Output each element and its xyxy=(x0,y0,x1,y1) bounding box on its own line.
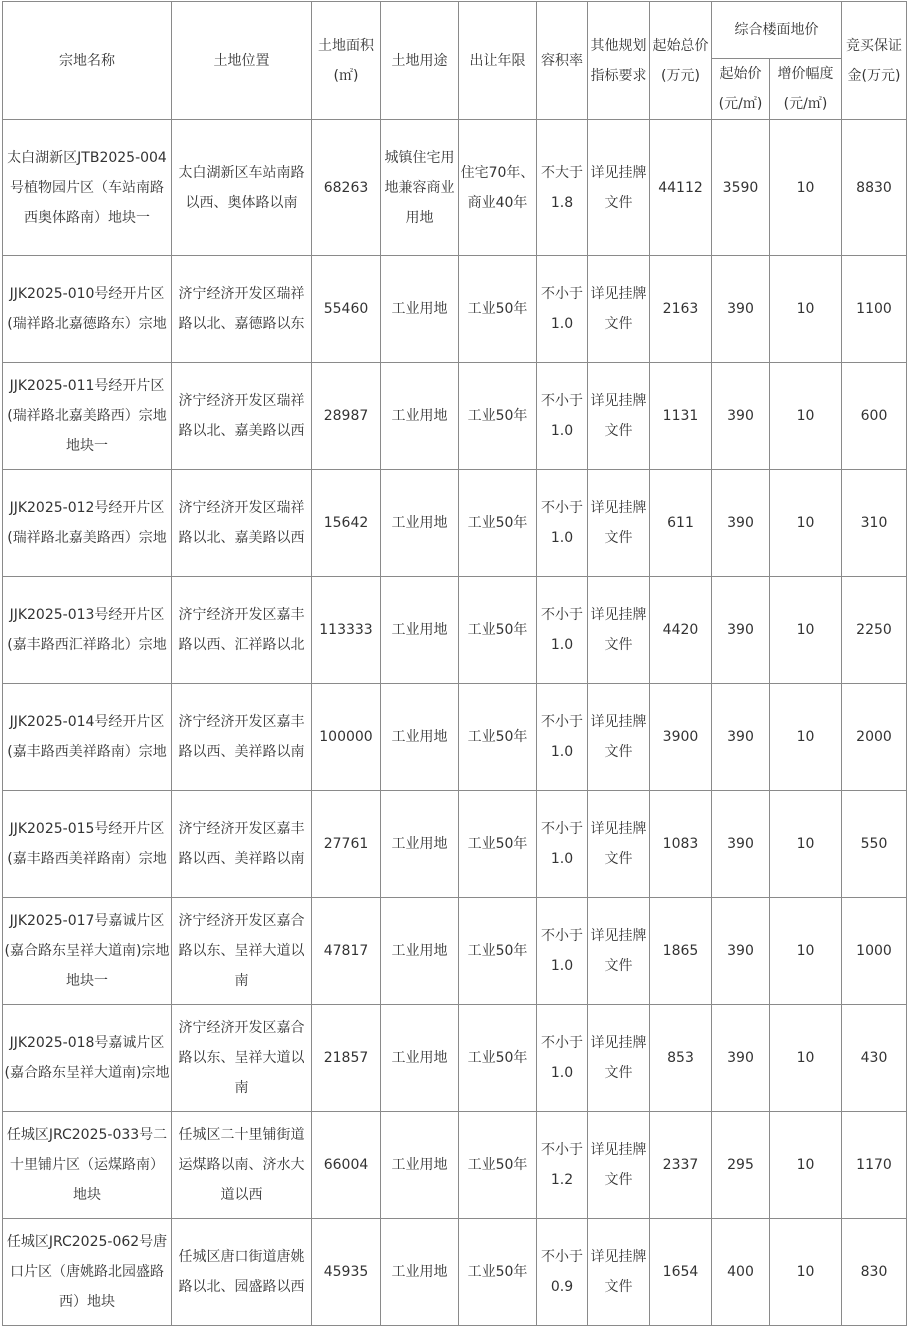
cell-term: 工业50年 xyxy=(459,470,537,577)
cell-term: 工业50年 xyxy=(459,1219,537,1326)
table-row xyxy=(3,120,907,256)
cell-start-price: 390 xyxy=(712,577,770,684)
cell-other: 详见挂牌文件 xyxy=(588,120,650,256)
cell-start-price: 295 xyxy=(712,1112,770,1219)
cell-deposit: 830 xyxy=(842,1219,907,1326)
cell-area: 28987 xyxy=(312,363,381,470)
cell-other: 详见挂牌文件 xyxy=(588,1219,650,1326)
cell-location: 济宁经济开发区瑞祥路以北、嘉美路以西 xyxy=(172,470,312,577)
table-body xyxy=(3,120,907,1326)
header-location: 土地位置 xyxy=(172,2,312,120)
cell-deposit: 550 xyxy=(842,791,907,898)
cell-deposit: 430 xyxy=(842,1005,907,1112)
cell-increment: 10 xyxy=(770,1219,842,1326)
cell-term: 工业50年 xyxy=(459,256,537,363)
cell-location: 济宁经济开发区瑞祥路以北、嘉美路以西 xyxy=(172,363,312,470)
table-row xyxy=(3,363,907,470)
table-row xyxy=(3,1112,907,1219)
cell-area: 66004 xyxy=(312,1112,381,1219)
header-term: 出让年限 xyxy=(459,2,537,120)
cell-start-price: 390 xyxy=(712,470,770,577)
cell-other: 详见挂牌文件 xyxy=(588,791,650,898)
table-row xyxy=(3,1219,907,1326)
cell-location: 济宁经济开发区嘉合路以东、呈祥大道以南 xyxy=(172,1005,312,1112)
cell-use: 工业用地 xyxy=(381,898,459,1005)
cell-use: 工业用地 xyxy=(381,1219,459,1326)
cell-increment: 10 xyxy=(770,684,842,791)
table-row xyxy=(3,577,907,684)
cell-far: 不小于1.2 xyxy=(537,1112,588,1219)
cell-name: JJK2025-014号经开片区(嘉丰路西美祥路南）宗地 xyxy=(3,684,172,791)
cell-start-total: 2337 xyxy=(650,1112,712,1219)
cell-far: 不小于1.0 xyxy=(537,684,588,791)
cell-term: 工业50年 xyxy=(459,684,537,791)
header-start-price: 起始价(元/㎡) xyxy=(712,59,770,120)
cell-far: 不小于1.0 xyxy=(537,470,588,577)
cell-increment: 10 xyxy=(770,120,842,256)
cell-location: 济宁经济开发区瑞祥路以北、嘉德路以东 xyxy=(172,256,312,363)
cell-name: 太白湖新区JTB2025-004号植物园片区（车站南路西奥体路南）地块一 xyxy=(3,120,172,256)
cell-name: JJK2025-011号经开片区(瑞祥路北嘉美路西）宗地地块一 xyxy=(3,363,172,470)
cell-increment: 10 xyxy=(770,1112,842,1219)
cell-location: 任城区二十里铺街道运煤路以南、济水大道以西 xyxy=(172,1112,312,1219)
header-other: 其他规划指标要求 xyxy=(588,2,650,120)
cell-use: 工业用地 xyxy=(381,577,459,684)
table-row xyxy=(3,684,907,791)
cell-location: 济宁经济开发区嘉丰路以西、汇祥路以北 xyxy=(172,577,312,684)
cell-term: 工业50年 xyxy=(459,363,537,470)
cell-deposit: 600 xyxy=(842,363,907,470)
cell-deposit: 1170 xyxy=(842,1112,907,1219)
cell-location: 济宁经济开发区嘉丰路以西、美祥路以南 xyxy=(172,684,312,791)
cell-area: 15642 xyxy=(312,470,381,577)
cell-name: JJK2025-010号经开片区(瑞祥路北嘉德路东）宗地 xyxy=(3,256,172,363)
cell-term: 工业50年 xyxy=(459,1005,537,1112)
cell-start-total: 2163 xyxy=(650,256,712,363)
header-deposit: 竞买保证金(万元) xyxy=(842,2,907,120)
cell-area: 100000 xyxy=(312,684,381,791)
cell-far: 不小于1.0 xyxy=(537,577,588,684)
cell-location: 太白湖新区车站南路以西、奥体路以南 xyxy=(172,120,312,256)
cell-other: 详见挂牌文件 xyxy=(588,898,650,1005)
cell-area: 55460 xyxy=(312,256,381,363)
cell-far: 不小于0.9 xyxy=(537,1219,588,1326)
cell-start-total: 1131 xyxy=(650,363,712,470)
cell-far: 不小于1.0 xyxy=(537,256,588,363)
cell-use: 工业用地 xyxy=(381,1005,459,1112)
cell-increment: 10 xyxy=(770,577,842,684)
header-row-top xyxy=(3,2,907,59)
cell-deposit: 2250 xyxy=(842,577,907,684)
cell-deposit: 310 xyxy=(842,470,907,577)
cell-deposit: 2000 xyxy=(842,684,907,791)
cell-term: 工业50年 xyxy=(459,1112,537,1219)
header-far: 容积率 xyxy=(537,2,588,120)
cell-name: JJK2025-017号嘉诚片区(嘉合路东呈祥大道南)宗地地块一 xyxy=(3,898,172,1005)
cell-use: 工业用地 xyxy=(381,1112,459,1219)
cell-far: 不小于1.0 xyxy=(537,1005,588,1112)
cell-start-price: 400 xyxy=(712,1219,770,1326)
cell-location: 任城区唐口街道唐姚路以北、园盛路以西 xyxy=(172,1219,312,1326)
cell-start-total: 1083 xyxy=(650,791,712,898)
land-auction-table xyxy=(2,1,907,1326)
cell-term: 工业50年 xyxy=(459,577,537,684)
cell-name: JJK2025-018号嘉诚片区(嘉合路东呈祥大道南)宗地 xyxy=(3,1005,172,1112)
cell-start-price: 390 xyxy=(712,256,770,363)
cell-start-total: 44112 xyxy=(650,120,712,256)
header-increment: 增价幅度(元/㎡) xyxy=(770,59,842,120)
cell-use: 工业用地 xyxy=(381,684,459,791)
cell-increment: 10 xyxy=(770,898,842,1005)
cell-start-total: 4420 xyxy=(650,577,712,684)
cell-other: 详见挂牌文件 xyxy=(588,1112,650,1219)
cell-term: 工业50年 xyxy=(459,898,537,1005)
cell-deposit: 1000 xyxy=(842,898,907,1005)
header-floor-price-group: 综合楼面地价 xyxy=(712,2,842,59)
cell-increment: 10 xyxy=(770,791,842,898)
cell-start-price: 3590 xyxy=(712,120,770,256)
cell-far: 不小于1.0 xyxy=(537,898,588,1005)
header-area: 土地面积(㎡) xyxy=(312,2,381,120)
cell-start-price: 390 xyxy=(712,898,770,1005)
cell-location: 济宁经济开发区嘉丰路以西、美祥路以南 xyxy=(172,791,312,898)
cell-increment: 10 xyxy=(770,1005,842,1112)
cell-area: 21857 xyxy=(312,1005,381,1112)
table-row xyxy=(3,470,907,577)
cell-use: 工业用地 xyxy=(381,363,459,470)
table-row xyxy=(3,1005,907,1112)
header-name: 宗地名称 xyxy=(3,2,172,120)
cell-area: 68263 xyxy=(312,120,381,256)
cell-start-total: 1654 xyxy=(650,1219,712,1326)
cell-term: 住宅70年、商业40年 xyxy=(459,120,537,256)
cell-area: 47817 xyxy=(312,898,381,1005)
cell-use: 城镇住宅用地兼容商业用地 xyxy=(381,120,459,256)
cell-area: 27761 xyxy=(312,791,381,898)
cell-start-price: 390 xyxy=(712,791,770,898)
cell-other: 详见挂牌文件 xyxy=(588,363,650,470)
cell-other: 详见挂牌文件 xyxy=(588,577,650,684)
cell-name: JJK2025-012号经开片区(瑞祥路北嘉美路西）宗地 xyxy=(3,470,172,577)
cell-deposit: 1100 xyxy=(842,256,907,363)
cell-area: 113333 xyxy=(312,577,381,684)
cell-increment: 10 xyxy=(770,470,842,577)
cell-increment: 10 xyxy=(770,363,842,470)
cell-start-total: 611 xyxy=(650,470,712,577)
cell-other: 详见挂牌文件 xyxy=(588,1005,650,1112)
cell-name: 任城区JRC2025-033号二十里铺片区（运煤路南）地块 xyxy=(3,1112,172,1219)
cell-term: 工业50年 xyxy=(459,791,537,898)
cell-deposit: 8830 xyxy=(842,120,907,256)
cell-start-total: 853 xyxy=(650,1005,712,1112)
cell-far: 不小于1.0 xyxy=(537,791,588,898)
cell-start-total: 3900 xyxy=(650,684,712,791)
header-start-total: 起始总价(万元) xyxy=(650,2,712,120)
cell-use: 工业用地 xyxy=(381,256,459,363)
header-use: 土地用途 xyxy=(381,2,459,120)
cell-start-price: 390 xyxy=(712,1005,770,1112)
cell-other: 详见挂牌文件 xyxy=(588,684,650,791)
table-row xyxy=(3,898,907,1005)
cell-other: 详见挂牌文件 xyxy=(588,256,650,363)
cell-start-price: 390 xyxy=(712,363,770,470)
cell-name: JJK2025-015号经开片区(嘉丰路西美祥路南）宗地 xyxy=(3,791,172,898)
cell-name: 任城区JRC2025-062号唐口片区（唐姚路北园盛路西）地块 xyxy=(3,1219,172,1326)
table-row xyxy=(3,256,907,363)
cell-start-price: 390 xyxy=(712,684,770,791)
cell-use: 工业用地 xyxy=(381,791,459,898)
cell-far: 不大于1.8 xyxy=(537,120,588,256)
cell-use: 工业用地 xyxy=(381,470,459,577)
cell-area: 45935 xyxy=(312,1219,381,1326)
cell-location: 济宁经济开发区嘉合路以东、呈祥大道以南 xyxy=(172,898,312,1005)
cell-name: JJK2025-013号经开片区(嘉丰路西汇祥路北）宗地 xyxy=(3,577,172,684)
cell-far: 不小于1.0 xyxy=(537,363,588,470)
cell-start-total: 1865 xyxy=(650,898,712,1005)
cell-other: 详见挂牌文件 xyxy=(588,470,650,577)
cell-increment: 10 xyxy=(770,256,842,363)
table-row xyxy=(3,791,907,898)
